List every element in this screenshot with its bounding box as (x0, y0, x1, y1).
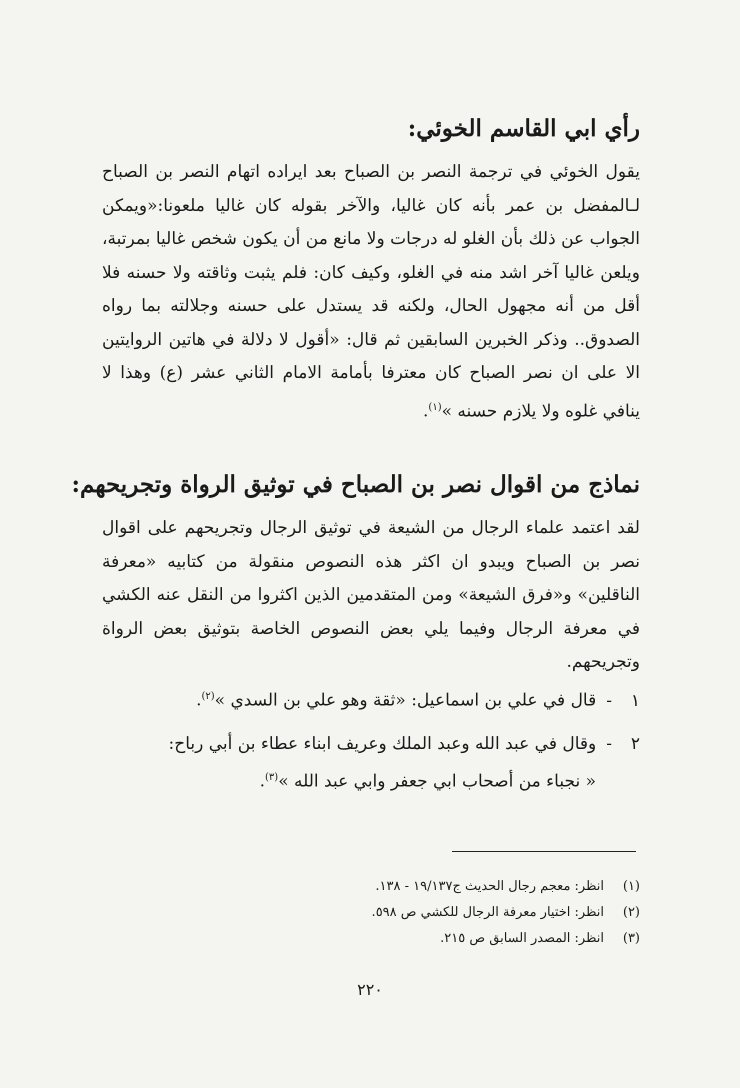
list-item (102, 728, 640, 799)
paragraph-khoei-opinion: يقول الخوئي في ترجمة النصر بن الصباح بعد ايراده اتهام النصر بن الصباح لـالمفضل بن عمر بأنه كان غاليا، والآخر بقوله كان غاليا ملعونا:«ويمكن الجواب عن ذلك بأن الغلو له درجات ولا مانع من أن يكون شخص غاليا بمرتبة، ويلعن غاليا آخر اشد منه في الغلو، وكيف كان: فلم يثبت وثاقته ولا حسنه فلا أقل من أنه مجهول الحال، ولكنه قد يستدل على حسنه وجلالته بما رواه الصدوق.. وذكر الخبرين السابقين ثم قال: «أقول لا دلالة في هاتين الروايتين الا على ان نصر الصباح كان معترفا بأمامة الامام الثاني عشر (ع) وهذا لا ينافي غلوه ولا يلازم حسنه »$^{(١)}$. (102, 162, 641, 422)
paragraph-examples-intro: لقد اعتمد علماء الرجال من الشيعة في توثيق الرجال وتجريحهم على اقوال نصر بن الصباح ويبدو ان اكثر هذه النصوص منقولة من كتابيه «معرفة الناقلين» و«فرق الشيعة» ومن المتقدمين الذين اكثروا من النقل عنه الكشي في معرفة الرجال وفيما يلي بعض النصوص الخاصة بتوثيق بعض الرواة وتجريحهم. (102, 518, 640, 672)
footnote-divider (452, 851, 636, 852)
list-item-number: ٢ (630, 734, 640, 754)
list-item-text: وقال في عبد الله وعبد الملك وعريف ابناء عطاء بن أبي رباح: (168, 734, 597, 754)
footnote (100, 926, 640, 952)
list-item-dash: - (606, 734, 612, 754)
footnote (100, 900, 640, 926)
footnote-ref-3: (٣) (265, 772, 279, 783)
footnote-ref-2: (٢) (201, 691, 215, 702)
list-item-quote: « نجباء من أصحاب ابي جعفر وابي عبد الله » (278, 771, 596, 792)
section-heading-examples: نماذج من اقوال نصر بن الصباح في توثيق الرواة وتجريحهم: (71, 471, 640, 498)
list-item-dash: - (606, 690, 612, 711)
page-number: ٢٢٠ (357, 980, 383, 999)
footnote (100, 874, 640, 900)
footnote-number: (١) (622, 879, 640, 894)
list-item: ١-قال في علي بن اسماعيل: «ثقة وهو علي بن السدي »$^{(٢)}$. (102, 680, 640, 718)
footnote-text: انظر: معجم رجال الحديث ج١٩/١٣٧ - ١٣٨. (375, 879, 604, 894)
footnote-text: انظر: اختيار معرفة الرجال للكشي ص ٥٩٨. (371, 905, 604, 920)
list-item-text: قال في علي بن اسماعيل: «ثقة وهو علي بن السدي » (214, 690, 597, 711)
paragraph-text: يقول الخوئي في ترجمة النصر بن الصباح بعد ايراده اتهام النصر بن الصباح لـالمفضل بن عمر بأنه كان غاليا، والآخر بقوله كان غاليا ملعونا:«ويمكن الجواب عن ذلك بأن الغلو له درجات ولا مانع من أن يكون شخص غاليا بمرتبة، ويلعن غاليا آخر اشد منه في الغلو، وكيف كان: فلم يثبت وثاقته ولا حسنه فلا أقل من أنه مجهول الحال، ولكنه قد يستدل على حسنه وجلالته بما رواه الصدوق.. وذكر الخبرين السابقين ثم قال: «أقول لا دلالة في هاتين الروايتين الا على ان نصر الصباح كان معترفا بأمامة الامام الثاني عشر (ع) وهذا لا ينافي غلوه ولا يلازم حسنه » (102, 162, 641, 422)
footnote-text: انظر: المصدر السابق ص ٢١٥. (440, 931, 604, 946)
section-heading-khoei: رأي ابي القاسم الخوئي: (407, 115, 640, 142)
list-item-continuation: « نجباء من أصحاب ابي جعفر وابي عبد الله »$^{(٣)}$. (259, 771, 596, 792)
footnote-number: (٢) (622, 905, 640, 920)
footnote-number: (٣) (622, 931, 640, 946)
footnotes (100, 874, 640, 952)
list-item-number: ١ (630, 690, 640, 711)
footnote-ref-1: (١) (428, 401, 442, 413)
